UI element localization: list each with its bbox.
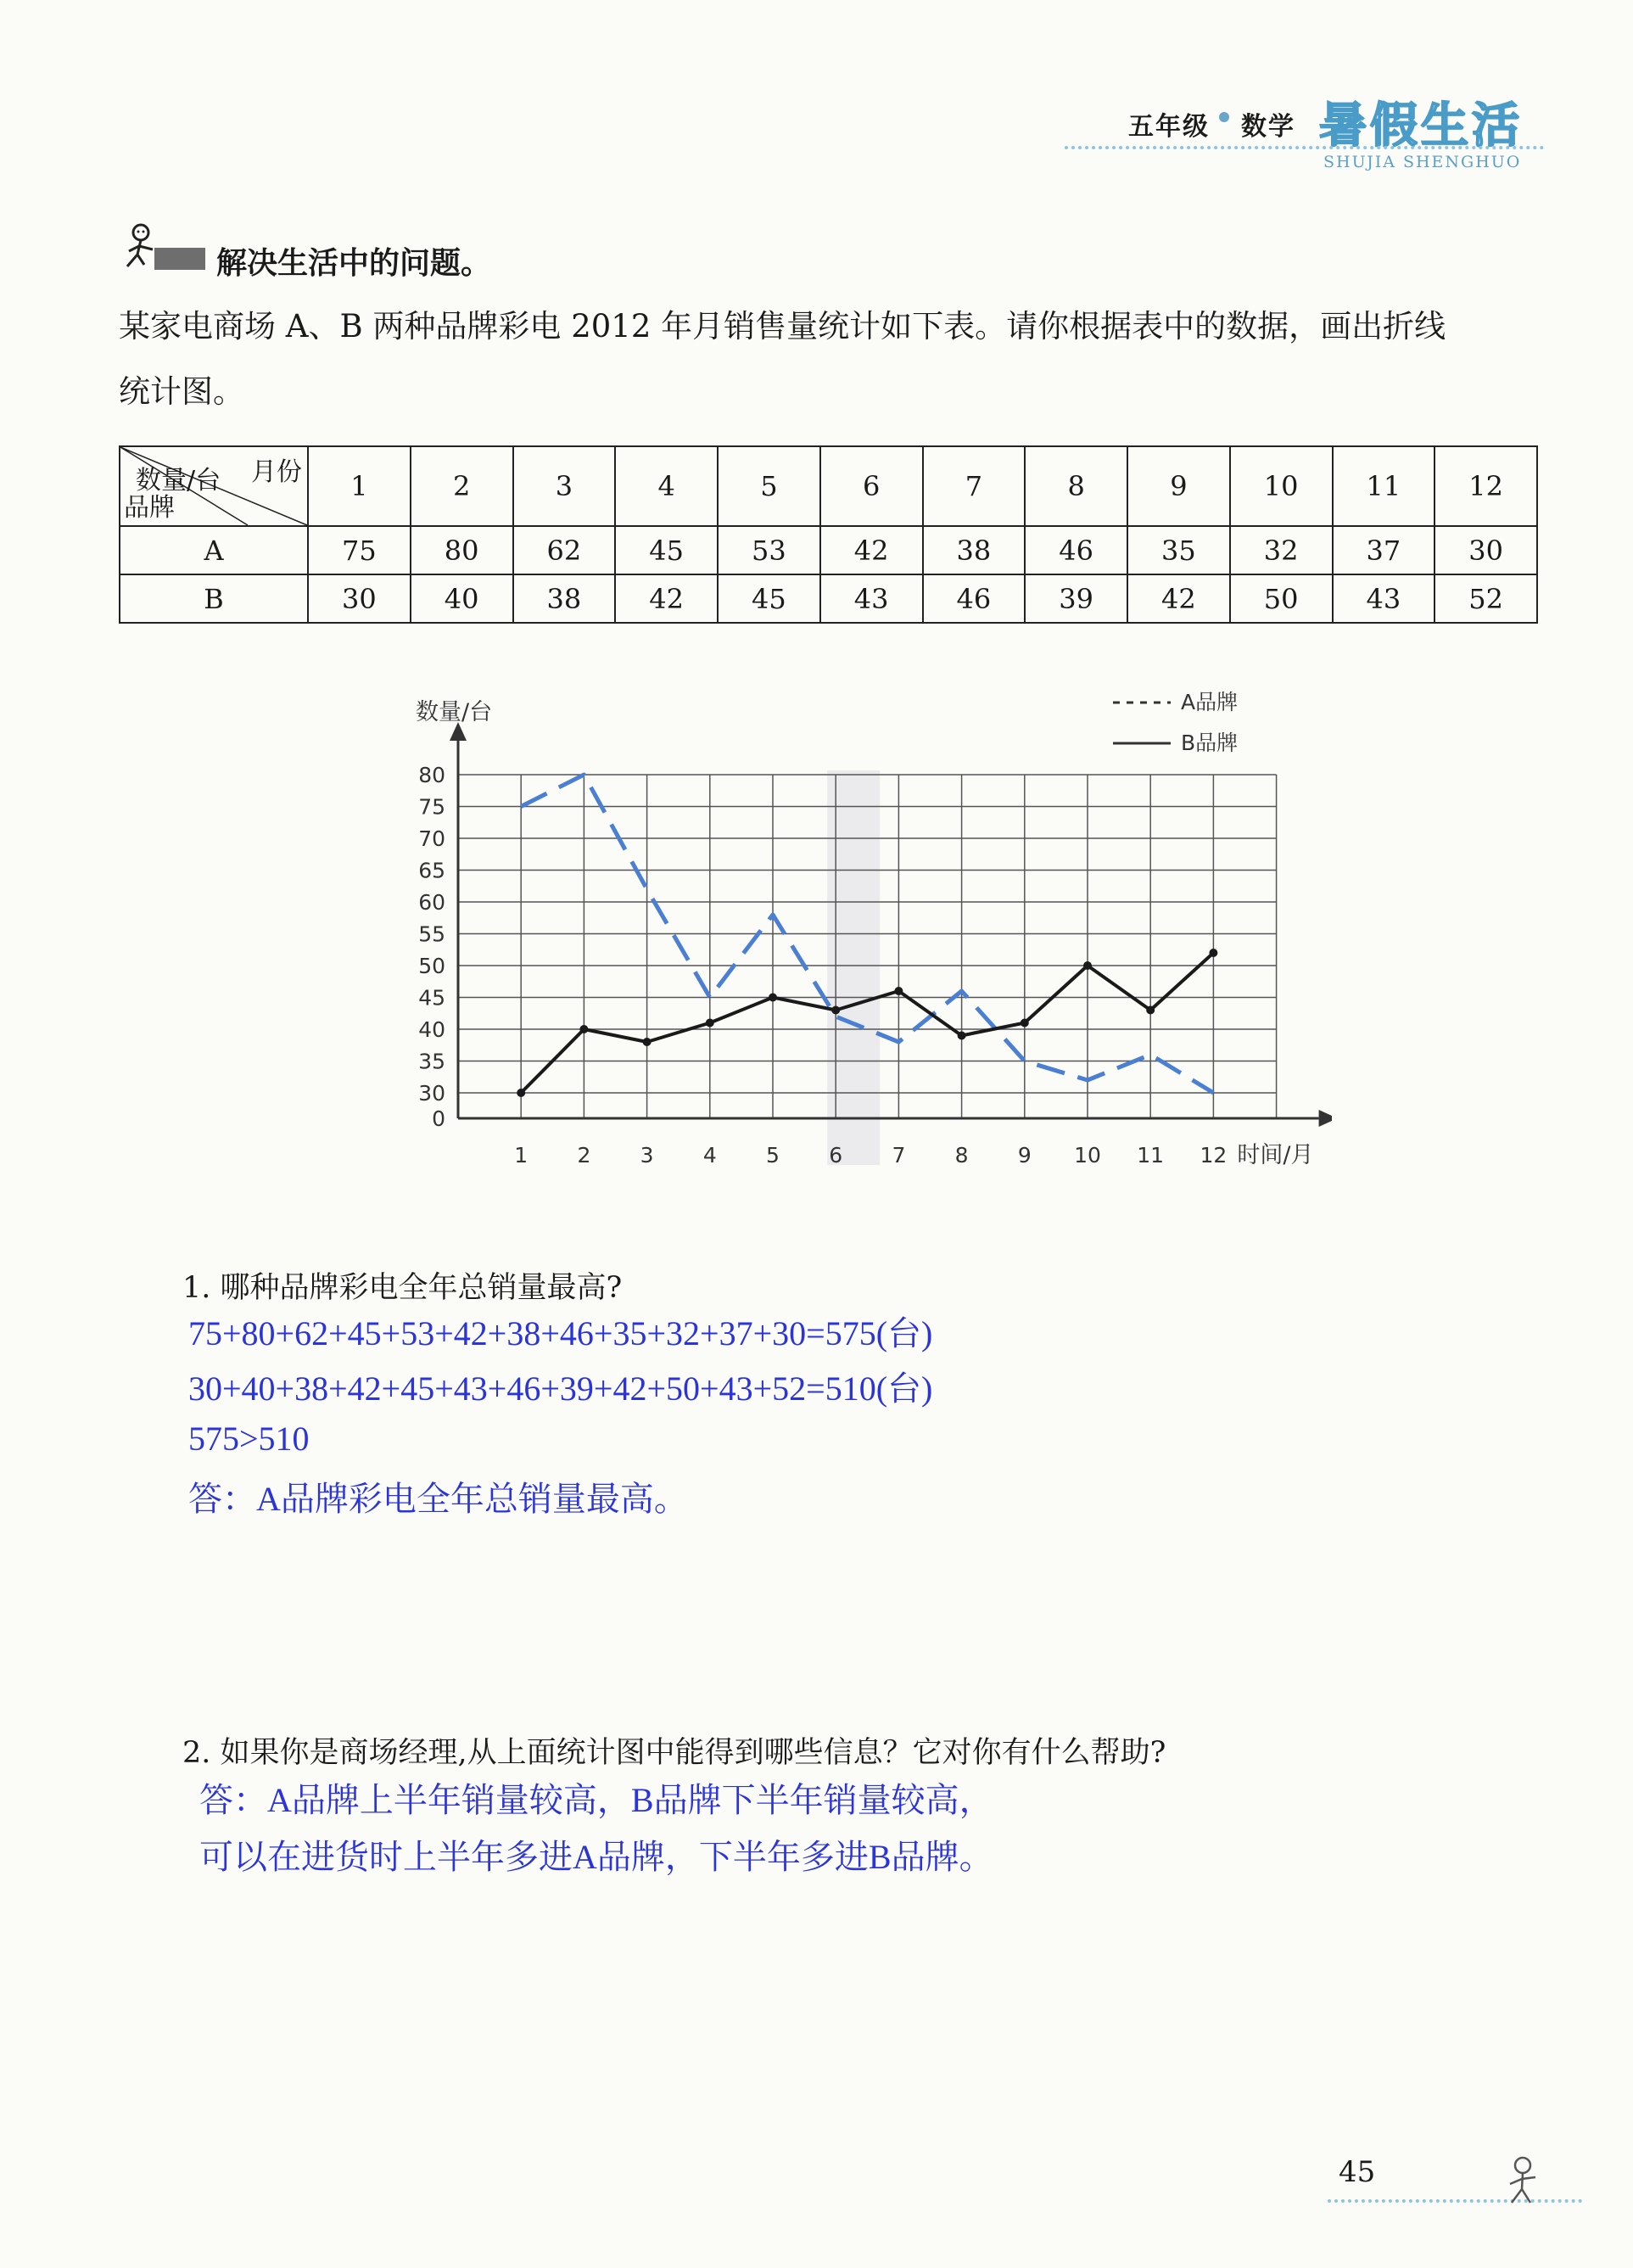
brand-pinyin: SHUJIA SHENGHUO: [1323, 153, 1522, 171]
table-cell: 46: [923, 574, 1026, 623]
series-b-point: [831, 1006, 840, 1015]
table-row-b: [120, 574, 1537, 623]
table-cell: 52: [1434, 574, 1537, 623]
q1-answer-line: 答：A品牌彩电全年总销量最高。: [188, 1480, 688, 1518]
series-b-point: [579, 1025, 588, 1033]
y-tick-label: 70: [418, 826, 445, 851]
month-header-cell: 11: [1333, 446, 1435, 526]
q2-answer-line: 可以在进货时上半年多进A品牌，下半年多进B品牌。: [199, 1838, 993, 1876]
x-tick-label: 8: [954, 1143, 969, 1168]
series-b-point: [706, 1019, 714, 1028]
question-2: 2. 如果你是商场经理,从上面统计图中能得到哪些信息？它对你有什么帮助?: [182, 1736, 1166, 1770]
table-cell: 53: [718, 526, 820, 574]
y-tick-label: 40: [418, 1017, 445, 1042]
x-tick-label: 10: [1074, 1143, 1101, 1168]
table-cell: 43: [1333, 574, 1435, 623]
month-header-cell: 8: [1025, 446, 1127, 526]
x-tick-label: 2: [577, 1143, 591, 1168]
page-number: 45: [1339, 2155, 1376, 2189]
header-dot-icon: [1219, 112, 1229, 122]
legend-b-label: B品牌: [1181, 731, 1239, 755]
y-tick-label: 75: [418, 794, 445, 820]
series-b-point: [517, 1089, 525, 1097]
table-corner-cell: [120, 446, 308, 526]
series-b-point: [958, 1032, 966, 1040]
intro-text-line2: 统计图。: [119, 373, 244, 410]
corner-brand-label: 品牌: [124, 493, 175, 523]
y-tick-label: 60: [418, 890, 445, 915]
y-tick-label: 55: [418, 921, 445, 947]
series-b-point: [894, 987, 903, 995]
table-cell: 39: [1025, 574, 1127, 623]
question-1: 1. 哪种品牌彩电全年总销量最高?: [182, 1271, 623, 1305]
x-tick-label: 3: [640, 1143, 654, 1168]
x-tick-label: 4: [702, 1143, 717, 1168]
table-cell: 62: [513, 526, 616, 574]
x-tick-label: 11: [1137, 1143, 1165, 1168]
series-b-point: [1021, 1019, 1029, 1028]
month-header-cell: 3: [513, 446, 616, 526]
series-b-point: [1083, 961, 1092, 970]
month-header-cell: 9: [1127, 446, 1230, 526]
month-header-cell: 7: [923, 446, 1026, 526]
series-b-point: [643, 1038, 652, 1046]
x-axis-arrow: [1319, 1110, 1332, 1127]
series-b-point: [1209, 949, 1217, 957]
subject-label: 数学: [1241, 112, 1295, 142]
corner-qty-label: 数量/台: [136, 466, 221, 496]
x-tick-label: 1: [514, 1143, 528, 1168]
table-cell: 80: [411, 526, 513, 574]
row-label-cell: B: [120, 574, 308, 623]
month-header-cell: 2: [411, 446, 513, 526]
month-header-cell: 10: [1230, 446, 1333, 526]
month-header-cell: 1: [308, 446, 411, 526]
month-header-cell: 5: [718, 446, 820, 526]
x-tick-label: 12: [1200, 1143, 1228, 1168]
section-title: 解决生活中的问题。: [216, 246, 492, 281]
header-divider: [1065, 146, 1544, 149]
table-cell: 30: [308, 574, 411, 623]
table-cell: 42: [820, 526, 923, 574]
table-cell: 45: [615, 526, 718, 574]
y-tick-label: 30: [418, 1081, 445, 1106]
q1-answer-line: 30+40+38+42+45+43+46+39+42+50+43+52=510(台): [188, 1369, 933, 1408]
table-cell: 43: [820, 574, 923, 623]
q2-answer-line: 答：A品牌上半年销量较高，B品牌下半年销量较高，: [199, 1781, 993, 1819]
y-tick-label: 50: [418, 954, 445, 978]
table-cell: 30: [1434, 526, 1537, 574]
q1-answer-line: 575>510: [188, 1420, 310, 1458]
table-cell: 50: [1230, 574, 1333, 623]
footer-figure-icon: [1502, 2155, 1544, 2206]
y-tick-label: 65: [418, 858, 445, 883]
y-axis-title: 数量/台: [416, 699, 493, 725]
x-axis-title: 时间/月: [1237, 1142, 1314, 1168]
y-tick-label: 45: [418, 985, 445, 1011]
month-header-cell: 4: [615, 446, 718, 526]
table-cell: 42: [1127, 574, 1230, 623]
sales-line-chart: [399, 679, 1332, 1196]
x-tick-label: 6: [829, 1143, 843, 1168]
table-cell: 75: [308, 526, 411, 574]
heading-marker: [154, 248, 205, 270]
brand-logo: 暑假生活: [1319, 98, 1523, 154]
table-cell: 37: [1333, 526, 1435, 574]
x-tick-label: 7: [892, 1143, 906, 1168]
sales-table: [119, 445, 1538, 624]
table-cell: 35: [1127, 526, 1230, 574]
series-b-point: [1146, 1006, 1155, 1015]
series-b-point: [769, 994, 777, 1002]
y-tick-label: 80: [418, 763, 445, 787]
table-row-a: [120, 526, 1537, 574]
table-cell: 32: [1230, 526, 1333, 574]
corner-month-label: 月份: [251, 457, 302, 487]
x-tick-label: 9: [1017, 1143, 1032, 1168]
month-header-cell: 6: [820, 446, 923, 526]
footer-divider: [1328, 2199, 1582, 2203]
q1-answer-line: 75+80+62+45+53+42+38+46+35+32+37+30=575(台): [188, 1314, 933, 1352]
y-tick-label: 35: [418, 1049, 445, 1074]
table-cell: 40: [411, 574, 513, 623]
legend-a-label: A品牌: [1181, 690, 1239, 714]
month-header-cell: 12: [1434, 446, 1537, 526]
table-cell: 38: [513, 574, 616, 623]
y-tick-label: 0: [432, 1106, 445, 1131]
x-tick-label: 5: [766, 1143, 780, 1168]
table-cell: 42: [615, 574, 718, 623]
table-header-row: [120, 446, 1537, 526]
table-cell: 46: [1025, 526, 1127, 574]
row-label-cell: A: [120, 526, 308, 574]
grade-label: 五年级: [1128, 112, 1210, 142]
intro-text-line1: 某家电商场 A、B 两种品牌彩电 2012 年月销售量统计如下表。请你根据表中的数据，画出折线: [119, 308, 1446, 344]
table-cell: 45: [718, 574, 820, 623]
table-cell: 38: [923, 526, 1026, 574]
